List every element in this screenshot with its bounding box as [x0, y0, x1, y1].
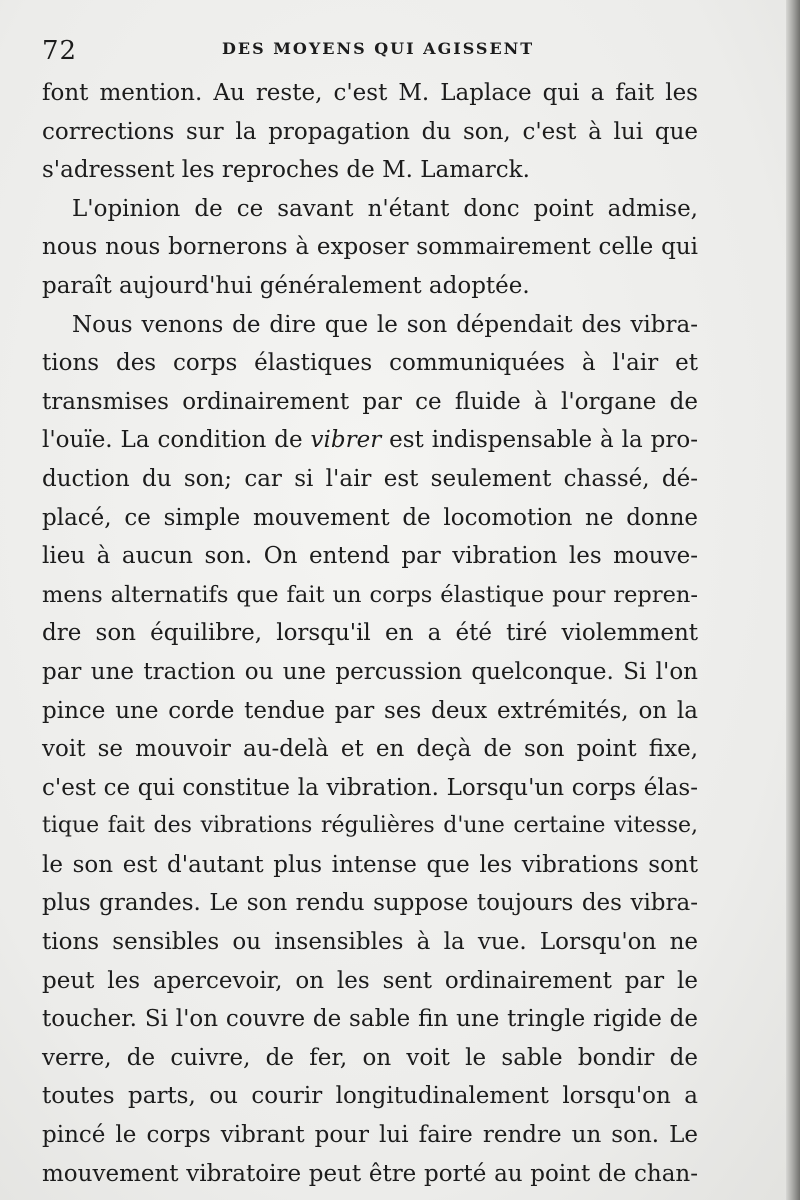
- text-line: duction du son; car si l'air est seulement chassé, dé-: [42, 465, 698, 492]
- text-line: par une traction ou une percussion quelconque. Si l'on: [42, 658, 698, 685]
- text-line: le son est d'autant plus intense que les vibrations sont: [42, 851, 698, 878]
- text-segment: l'ouïe. La condition de: [42, 427, 311, 454]
- text-line: voit se mouvoir au-delà et en deçà de son point fixe,: [42, 736, 698, 763]
- text-line: dre son équilibre, lorsqu'il en a été tiré violemment: [42, 620, 698, 647]
- text-line: verre, de cuivre, de fer, on voit le sable bondir de: [42, 1044, 698, 1071]
- paragraph-first-line: L'opinion de ce savant n'étant donc point admise,: [72, 195, 698, 222]
- text-line: plus grandes. Le son rendu suppose toujours des vibra-: [42, 890, 698, 917]
- text-line: c'est ce qui constitue la vibration. Lorsqu'un corps élas-: [42, 774, 698, 801]
- paragraph-first-line: Nous venons de dire que le son dépendait des vibra-: [72, 311, 698, 338]
- text-line: [42, 421, 698, 460]
- text-line: tions sensibles ou insensibles à la vue. Lorsqu'on ne: [42, 929, 698, 956]
- text-line: transmises ordinairement par ce fluide à l'organe de: [42, 388, 698, 415]
- text-line: tique fait des vibrations régulières d'une certaine vitesse,: [42, 813, 698, 839]
- text-line: toucher. Si l'on couvre de sable fin une tringle rigide de: [42, 1006, 698, 1033]
- text-line: nous nous bornerons à exposer sommairement celle qui: [42, 234, 698, 261]
- text-line: mouvement vibratoire peut être porté au point de chan-: [42, 1160, 698, 1187]
- text-line: tions des corps élastiques communiquées à l'air et: [42, 350, 698, 377]
- text-line: mens alternatifs que fait un corps élastique pour repren-: [42, 581, 698, 608]
- text-line: pince une corde tendue par ses deux extrémités, on la: [42, 697, 698, 724]
- text-segment: est indispensable à la pro-: [381, 427, 699, 454]
- text-line: font mention. Au reste, c'est M. Laplace qui a fait les: [42, 80, 698, 106]
- text-line: placé, ce simple mouvement de locomotion ne donne: [42, 504, 698, 531]
- page-header: [42, 36, 742, 68]
- text-line: paraît aujourd'hui généralement adoptée.: [42, 272, 530, 299]
- text-line: s'adressent les reproches de M. Lamarck.: [42, 157, 530, 184]
- italic-word: vibrer: [310, 427, 382, 454]
- page-number: 72: [42, 36, 78, 66]
- page-edge-shadow: [786, 0, 800, 1200]
- text-line: corrections sur la propagation du son, c'est à lui que: [42, 118, 698, 145]
- text-line: lieu à aucun son. On entend par vibration les mouve-: [42, 543, 698, 570]
- text-line: peut les apercevoir, on les sent ordinairement par le: [42, 967, 698, 994]
- body-text: [42, 74, 698, 1193]
- running-head: DES MOYENS QUI AGISSENT: [222, 39, 535, 58]
- text-line: toutes parts, ou courir longitudinalement lorsqu'on a: [42, 1083, 698, 1110]
- text-line: pincé le corps vibrant pour lui faire rendre un son. Le: [42, 1122, 698, 1149]
